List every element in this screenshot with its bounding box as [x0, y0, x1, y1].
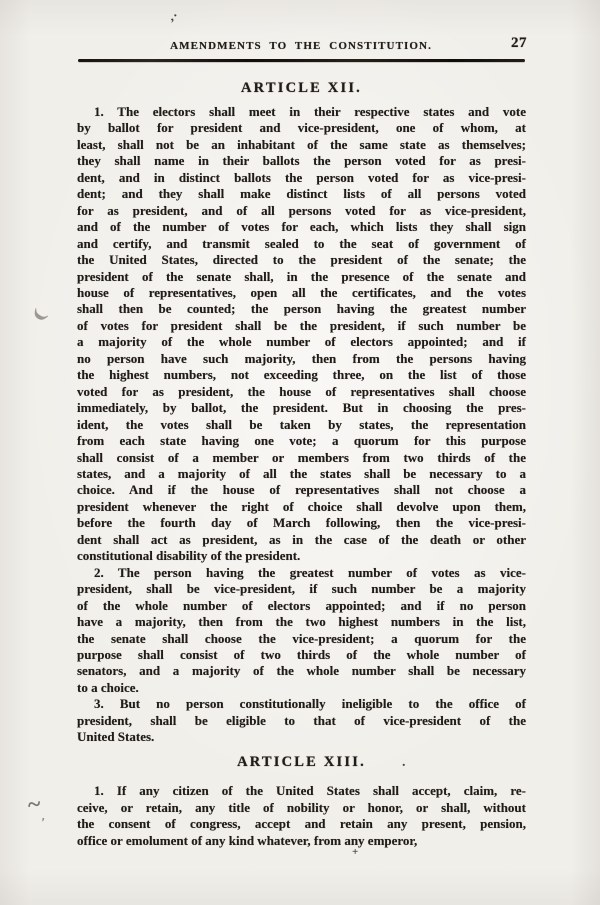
text-line: and certify, and transmit sealed to the seat of government of [77, 235, 526, 251]
article-xiii-paragraph-1 [77, 783, 526, 849]
text-line: the United States, directed to the president of the senate; the [77, 252, 526, 268]
text-line: they shall name in their ballots the person voted for as presi- [77, 153, 526, 169]
text-line: dent, and in distinct ballots the person voted for as vice-presi- [77, 169, 526, 185]
page-number: 27 [511, 35, 527, 51]
text-line: and of the number of votes for each, which lists they shall sign [77, 219, 526, 235]
text-line: ident, the votes shall be taken by states, the representation [77, 416, 526, 432]
text-line: president of the senate shall, in the presence of the senate and [77, 268, 526, 284]
text-line: by ballot for president and vice-president, one of whom, at [77, 120, 526, 136]
text-line: president whenever the right of choice shall devolve upon them, [77, 498, 526, 514]
article-xii-paragraph-3 [77, 696, 526, 745]
article-xiii-heading: ARTICLE XIII. [237, 754, 366, 771]
text-line: United States. [77, 729, 155, 745]
text-line: house of representatives, open all the certificates, and the votes [77, 284, 526, 300]
text-line: from each state having one vote; a quorum for this purpose [77, 433, 526, 449]
running-header-title: AMENDMENTS TO THE CONSTITUTION. [170, 40, 432, 52]
text-line: 1. If any citizen of the United States shall accept, claim, re- [94, 783, 526, 799]
header-rule [78, 59, 525, 62]
text-line: to a choice. [77, 679, 139, 695]
text-line: of votes for president shall be the president, if such number be [77, 317, 526, 333]
text-line: ceive, or retain, any title of nobility or honor, or shall, without [77, 799, 526, 815]
text-line: senators, and a majority of the whole number shall be necessary [77, 663, 526, 679]
text-line: voted for as president, the house of representatives shall choose [77, 383, 526, 399]
scan-artifact-bottom-tick: ' [38, 815, 46, 832]
text-line: the highest numbers, not exceeding three, on the list of those [77, 367, 526, 383]
text-line: the senate shall choose the vice-president; a quorum for the [77, 630, 526, 646]
text-line: for as president, and of all persons voted for as vice-president, [77, 202, 526, 218]
text-line: 3. But no person constitutionally ineligible to the office of [94, 696, 526, 712]
text-line: president, shall be eligible to that of vice-president of the [77, 712, 526, 728]
text-line: least, shall not be an inhabitant of the same state as themselves; [77, 136, 526, 152]
text-line: choice. And if the house of representatives shall not choose a [77, 482, 526, 498]
text-line: dent shall act as president, as in the case of the death or other [77, 531, 526, 547]
article-xii-heading: ARTICLE XII. [241, 80, 362, 96]
text-line: purpose shall consist of two thirds of the whole number of [77, 646, 526, 662]
text-line: shall consist of a member or members from two thirds of the [77, 449, 526, 465]
text-line: the consent of congress, accept and retain any present, pension, [77, 816, 526, 832]
scan-artifact-top-marks: ,· [168, 7, 179, 24]
scan-artifact-heading-dot: . [402, 755, 406, 770]
text-line: constitutional disability of the president. [77, 548, 301, 564]
text-line: of the whole number of electors appointed; and if no person [77, 597, 526, 613]
text-line: a majority of the whole number of electors appointed; and if [77, 334, 526, 350]
text-line: office or emolument of any kind whatever, from any emperor, [77, 832, 418, 848]
text-line: states, and a majority of all the states shall be necessary to a [77, 465, 526, 481]
scan-artifact-margin-curve: ( [28, 305, 50, 324]
article-xii-paragraph-1 [77, 104, 526, 565]
text-line: 2. The person having the greatest number of votes as vice- [94, 564, 526, 580]
scan-artifact-center-speck: + [352, 846, 359, 858]
text-line: dent; and they shall make distinct lists of all persons voted [77, 186, 526, 202]
article-xii-paragraph-2 [77, 565, 526, 697]
text-line: immediately, by ballot, the president. But in choosing the pres- [77, 400, 526, 416]
text-line: before the fourth day of March following, then the vice-presi- [77, 515, 526, 531]
text-line: have a majority, then from the two highest numbers in the list, [77, 614, 526, 630]
scan-artifact-bottom-wave: ~ [26, 791, 42, 819]
text-line: no person have such majority, then from the persons having [77, 350, 526, 366]
text-line: 1. The electors shall meet in their respective states and vote [94, 104, 526, 119]
text-column [77, 80, 526, 849]
text-line: president, shall be vice-president, if such number be a majority [77, 581, 526, 597]
text-line: shall then be counted; the person having the greatest number [77, 301, 526, 317]
